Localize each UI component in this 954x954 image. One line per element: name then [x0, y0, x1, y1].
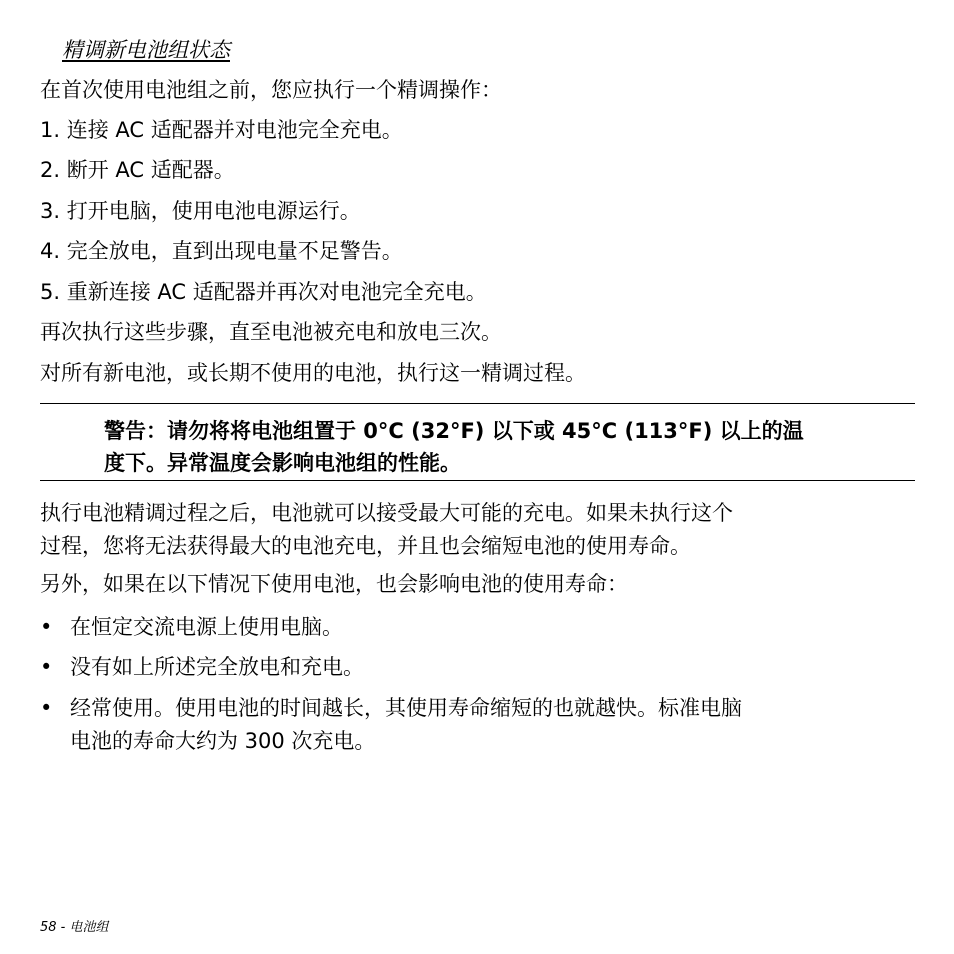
step-item: 1. 连接 AC 适配器并对电池完全充电。: [40, 118, 403, 142]
also-intro: 另外，如果在以下情况下使用电池，也会影响电池的使用寿命：: [40, 572, 628, 596]
warning-box: [104, 415, 916, 479]
warning-text-line: 度下。异常温度会影响电池组的性能。: [104, 451, 461, 475]
bullet-text: 没有如上所述完全放电和充电。: [70, 655, 364, 679]
step-item: 4. 完全放电，直到出现电量不足警告。: [40, 239, 403, 263]
bullet-marker: •: [40, 655, 53, 679]
step-item: 5. 重新连接 AC 适配器并再次对电池完全充电。: [40, 280, 487, 304]
intro-paragraph: 在首次使用电池组之前，您应执行一个精调操作：: [40, 78, 502, 102]
bullet-text: 经常使用。使用电池的时间越长，其使用寿命缩短的也就越快。标准电脑: [70, 696, 742, 720]
page-footer: 58 - 电池组: [40, 920, 109, 935]
warning-text-line: 警告：请勿将将电池组置于 0°C (32°F) 以下或 45°C (113°F) 以上的温: [104, 419, 804, 443]
bullet-text: 在恒定交流电源上使用电脑。: [70, 615, 343, 639]
paragraph-line: 执行电池精调过程之后，电池就可以接受最大可能的充电。如果未执行这个: [40, 501, 733, 525]
warning-bottom-rule: [40, 480, 915, 481]
repeat-note: 再次执行这些步骤，直至电池被充电和放电三次。: [40, 320, 502, 344]
warning-top-rule: [40, 403, 915, 404]
new-battery-note: 对所有新电池，或长期不使用的电池，执行这一精调过程。: [40, 361, 586, 385]
paragraph-line: 过程，您将无法获得最大的电池充电，并且也会缩短电池的使用寿命。: [40, 534, 691, 558]
bullet-text: 电池的寿命大约为 300 次充电。: [70, 729, 376, 753]
section-title: 精调新电池组状态: [62, 38, 230, 62]
step-item: 3. 打开电脑，使用电池电源运行。: [40, 199, 361, 223]
bullet-marker: •: [40, 696, 53, 720]
step-item: 2. 断开 AC 适配器。: [40, 158, 235, 182]
bullet-marker: •: [40, 615, 53, 639]
